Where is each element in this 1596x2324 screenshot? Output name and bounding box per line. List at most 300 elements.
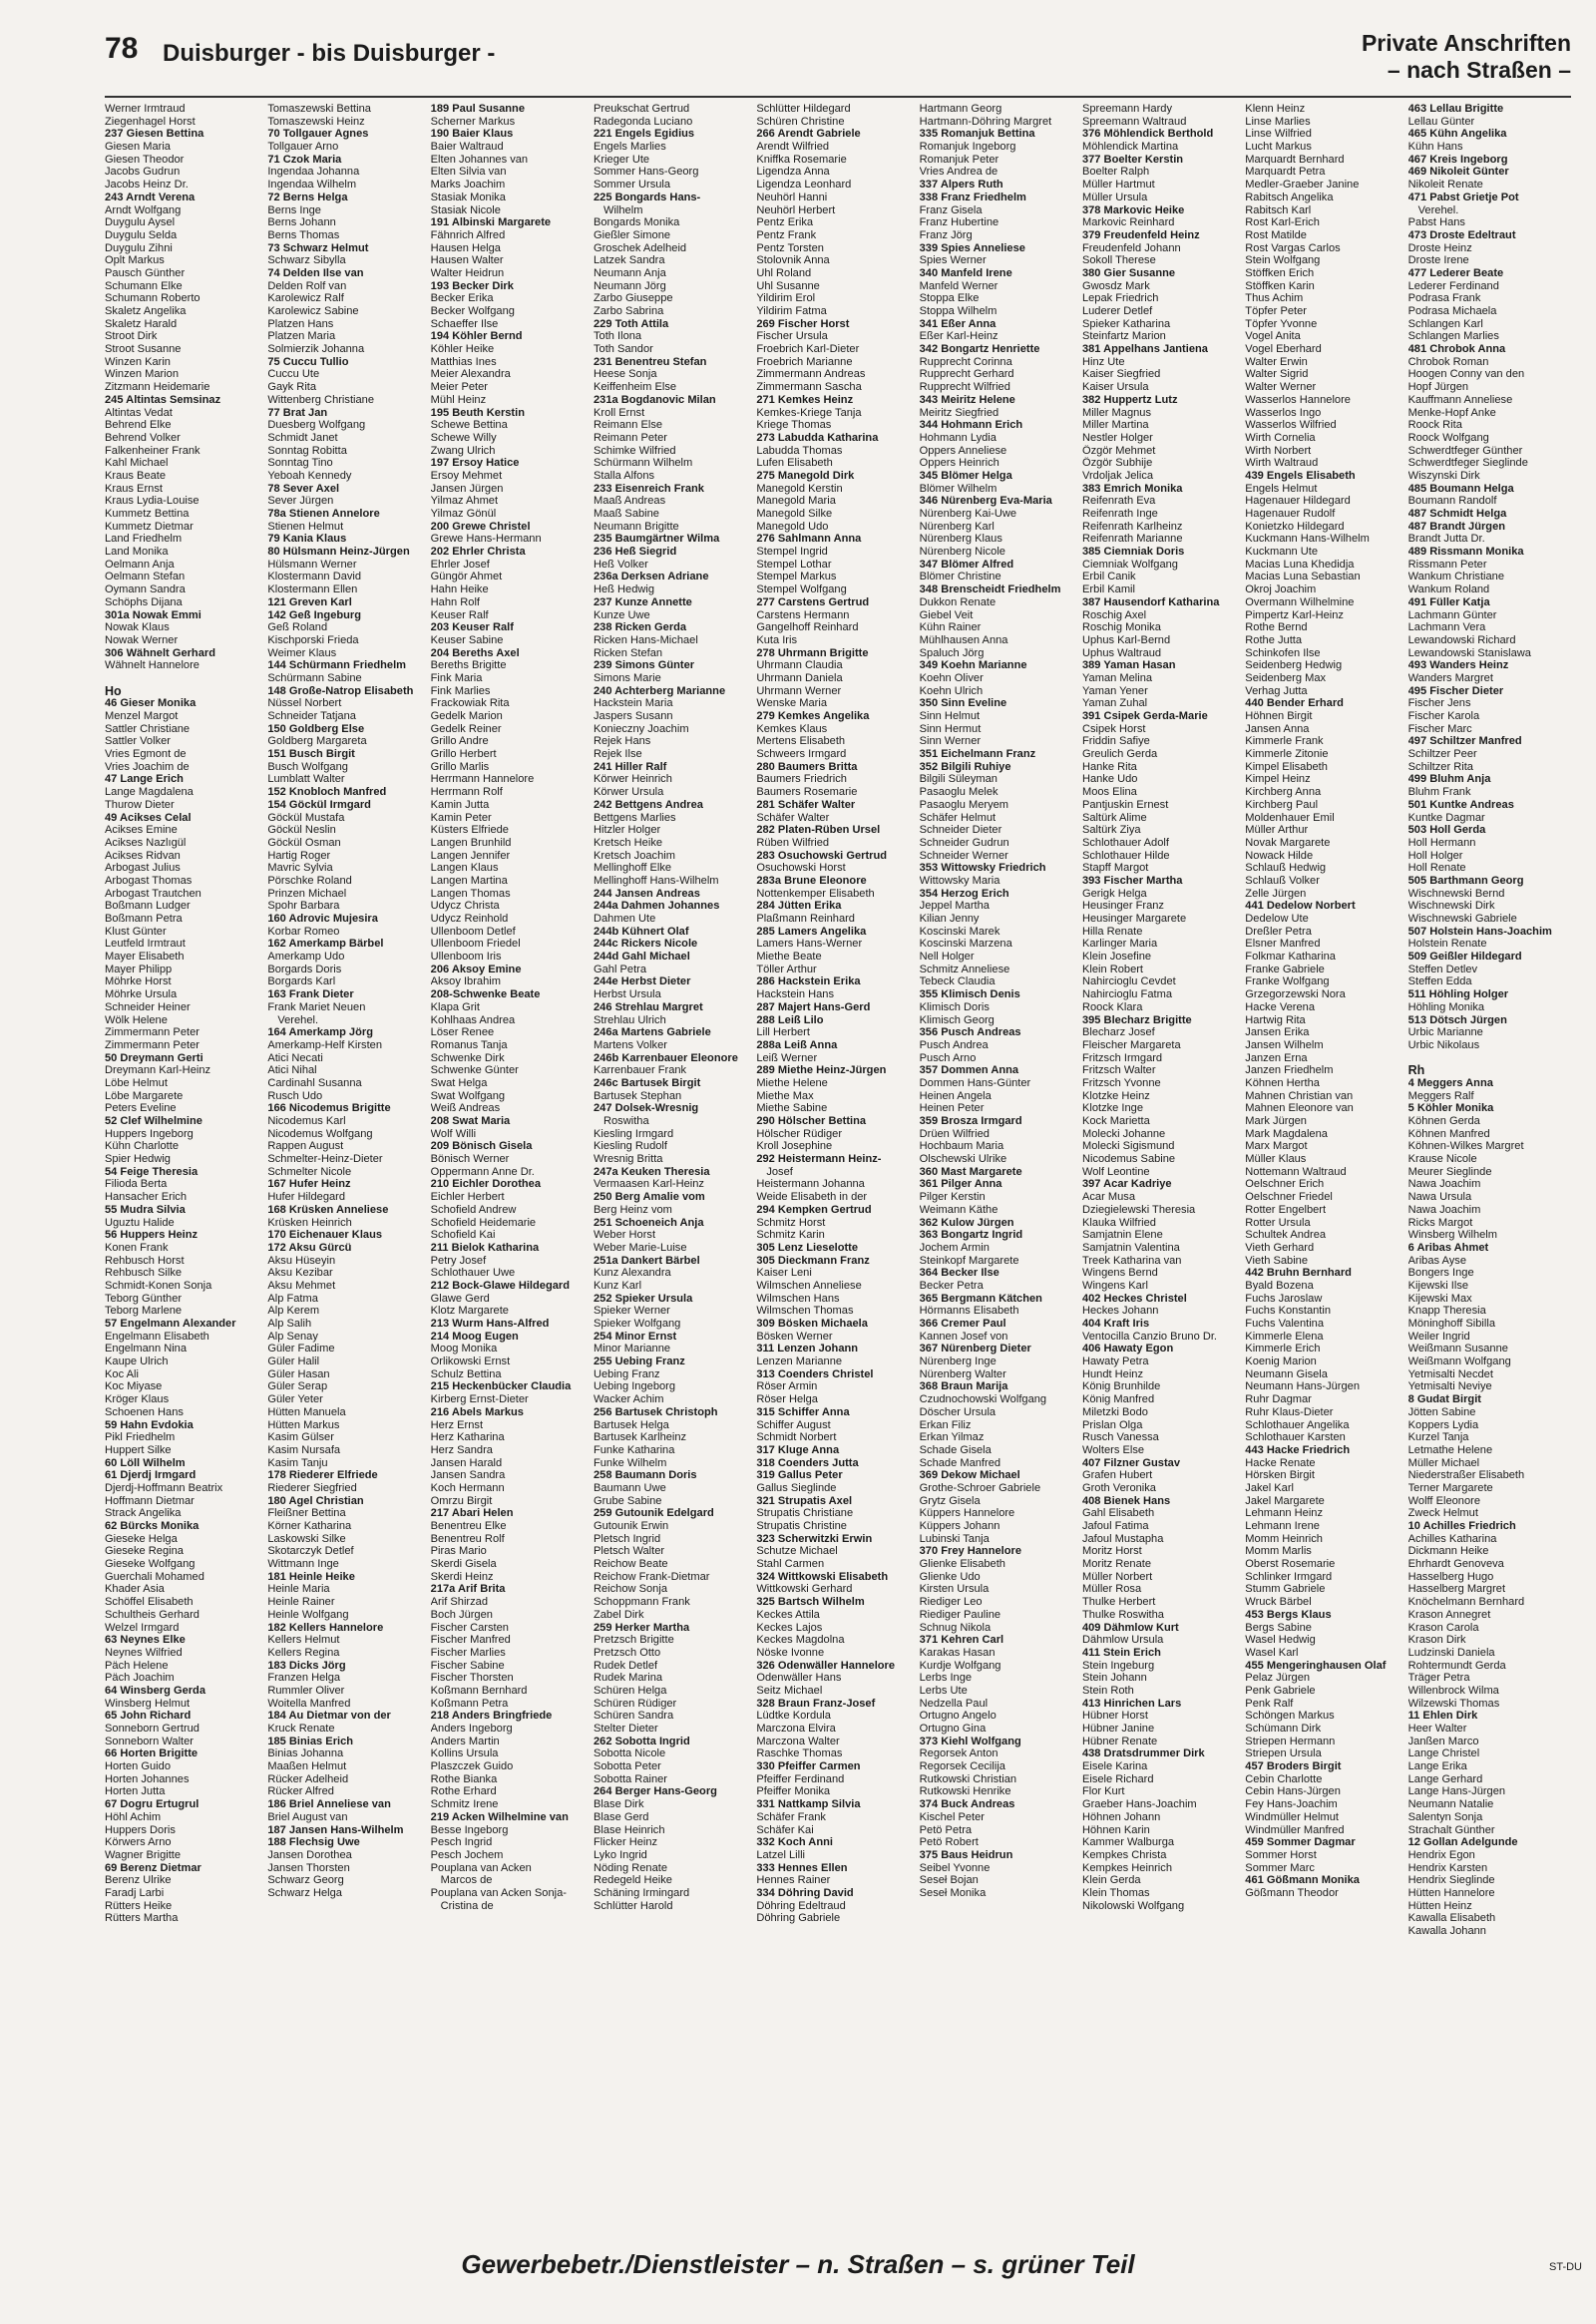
list-item: Becker Wolfgang	[430, 305, 515, 317]
list-item: Funke Wilhelm	[593, 1456, 667, 1469]
list-item: Töller Arthur	[756, 963, 817, 975]
list-item: Nowak Klaus	[105, 621, 170, 634]
list-item: Özgör Mehmet	[1081, 444, 1156, 457]
list-item: Fischer Karola	[1407, 710, 1480, 722]
list-item: Keuser Sabine	[430, 633, 504, 646]
list-item: Reifenrath Marianne	[1081, 533, 1183, 546]
list-item: Wischnewski Dirk	[1407, 900, 1495, 913]
list-item: Konietzko Hildegard	[1245, 520, 1345, 533]
list-item: Wirth Waltraud	[1245, 457, 1319, 470]
list-item: Medler-Graeber Janine	[1245, 179, 1360, 192]
list-item: Koscinski Marzena	[919, 938, 1012, 951]
list-item: Mayer Elisabeth	[105, 951, 185, 964]
list-item: Rutkowski Henrike	[919, 1785, 1011, 1798]
list-item: Nürenberg Kai-Uwe	[919, 508, 1017, 520]
list-item: Hartmann Georg	[919, 103, 1002, 115]
list-item: Verehel.	[1417, 203, 1459, 216]
list-item: Alp Kerem	[267, 1305, 320, 1318]
list-item: Skerdi Heinz	[430, 1570, 494, 1583]
list-item: 217a Arif Brita	[430, 1583, 506, 1596]
list-item: Höhnen Karin	[1081, 1823, 1150, 1836]
list-item: Schiffer August	[756, 1418, 831, 1431]
list-item: 271 Kemkes Heinz	[756, 393, 854, 406]
list-item: Wruck Bärbel	[1245, 1596, 1312, 1609]
list-item: Schinkofen Ilse	[1245, 646, 1321, 659]
list-item: 356 Pusch Andreas	[919, 1026, 1021, 1039]
list-item: Päch Helene	[105, 1659, 169, 1672]
list-item: Teborg Marlene	[105, 1305, 183, 1318]
list-item: Ligendza Anna	[756, 166, 830, 179]
list-item: Yetmisalti Necdet	[1407, 1367, 1493, 1380]
page-code: ST-DU	[1549, 2261, 1582, 2273]
list-item: Wankum Roland	[1407, 583, 1490, 596]
list-item: Spohr Barbara	[267, 900, 340, 913]
list-item: 238 Ricken Gerda	[593, 621, 687, 634]
list-item: Fuchs Konstantin	[1245, 1305, 1332, 1318]
list-item: Kirchberg Paul	[1245, 798, 1319, 811]
list-item: 493 Wanders Heinz	[1407, 659, 1509, 672]
list-item: Krason Annegret	[1407, 1608, 1491, 1621]
list-item: 54 Feige Theresia	[105, 1165, 199, 1178]
list-item: 345 Blömer Helga	[919, 469, 1012, 482]
list-item: Rütters Heike	[105, 1899, 173, 1912]
list-item: Rabitsch Karl	[1245, 203, 1312, 216]
list-item: Grzegorzewski Nora	[1245, 988, 1346, 1001]
list-item: 218 Anders Bringfriede	[430, 1710, 553, 1723]
list-item: Schofield Kai	[430, 1229, 496, 1242]
list-item: 321 Strupatis Axel	[756, 1494, 853, 1507]
list-item: 369 Dekow Michael	[919, 1469, 1020, 1482]
list-item: Stalla Alfons	[593, 469, 655, 482]
list-item: Seidenberg Max	[1245, 671, 1327, 684]
list-item: 461 Gößmann Monika	[1245, 1874, 1360, 1887]
list-item: Khader Asia	[105, 1583, 165, 1596]
list-item: 182 Kellers Hannelore	[267, 1621, 384, 1634]
list-item: Arndt Wolfgang	[105, 203, 182, 216]
list-item: Nürenberg Walter	[919, 1367, 1006, 1380]
list-item: 252 Spieker Ursula	[593, 1292, 693, 1305]
list-item: Klein Robert	[1081, 963, 1144, 975]
list-item: Koenig Marion	[1245, 1356, 1317, 1368]
list-item: Sonntag Tino	[267, 457, 333, 470]
list-item: Strupatis Christine	[756, 1520, 847, 1532]
list-item: Lepak Friedrich	[1081, 292, 1159, 305]
list-item: 282 Platen-Rüben Ursel	[756, 824, 881, 837]
list-item: Geß Roland	[267, 621, 328, 634]
list-item: 318 Coenders Jutta	[756, 1456, 859, 1469]
address-column	[1082, 103, 1245, 2247]
list-item: Laskowski Silke	[267, 1532, 346, 1545]
list-item: Schüren Rüdiger	[593, 1697, 677, 1710]
street-section-heading: Ho	[105, 684, 122, 698]
list-item: Koßmann Petra	[430, 1697, 509, 1710]
list-item: Blase Dirk	[593, 1798, 644, 1811]
list-item: Uguztu Halide	[105, 1216, 175, 1229]
list-item: 317 Kluge Anna	[756, 1443, 840, 1456]
list-item: 239 Simons Günter	[593, 659, 695, 672]
list-item: Wolters Else	[1081, 1443, 1145, 1456]
list-item: 364 Becker Ilse	[919, 1267, 999, 1280]
list-item: Giesen Maria	[105, 141, 171, 154]
list-item: Chrobok Roman	[1407, 355, 1489, 368]
list-item: Hütten Heinz	[1407, 1899, 1472, 1912]
list-item: Fischer Thorsten	[430, 1672, 514, 1685]
list-item: Grafen Hubert	[1081, 1469, 1153, 1482]
list-item: Langen Thomas	[430, 887, 511, 900]
list-item: Töpfer Peter	[1245, 305, 1307, 317]
list-item: Nöske Ivonne	[756, 1646, 825, 1659]
list-item: Kellers Helmut	[267, 1634, 340, 1647]
list-item: 495 Fischer Dieter	[1407, 684, 1504, 697]
list-item: Luderer Detlef	[1081, 305, 1153, 317]
list-item: 352 Bilgili Ruhiye	[919, 760, 1011, 773]
list-item: Heß Hedwig	[593, 583, 655, 596]
list-item: Klotz Margarete	[430, 1305, 509, 1318]
list-item: Schüren Sandra	[593, 1710, 674, 1723]
list-item: Walter Sigrid	[1245, 368, 1309, 381]
list-item: 344 Hohmann Erich	[919, 419, 1023, 432]
list-item: Rejek Hans	[593, 735, 651, 748]
list-item: 346 Nürenberg Eva-Maria	[919, 495, 1052, 508]
list-item: Rücker Adelheid	[267, 1772, 349, 1785]
list-item: Romanus Tanja	[430, 1038, 508, 1051]
list-item: Hartwig Rita	[1245, 1013, 1306, 1026]
list-item: 64 Winsberg Gerda	[105, 1684, 206, 1697]
list-item: 215 Heckenbücker Claudia	[430, 1380, 572, 1393]
list-item: Wiszynski Dirk	[1407, 469, 1480, 482]
list-item: Arbogast Trautchen	[105, 887, 201, 900]
list-item: Molecki Johanne	[1081, 1127, 1166, 1140]
list-item: 63 Neynes Elke	[105, 1634, 186, 1647]
list-item: Bongards Monika	[593, 216, 680, 229]
list-item: Manegold Udo	[756, 520, 829, 533]
list-item: Hennes Rainer	[756, 1874, 831, 1887]
list-item: Hübner Renate	[1081, 1735, 1158, 1747]
list-item: Schlothauer Adolf	[1081, 836, 1169, 849]
list-item: Willenbrock Wilma	[1407, 1684, 1499, 1697]
list-item: Meggers Ralf	[1407, 1089, 1474, 1102]
list-item: Sinn Hermut	[919, 722, 982, 735]
list-item: Schöngen Markus	[1245, 1710, 1335, 1723]
list-item: Sokoll Therese	[1081, 254, 1156, 267]
list-item: Herrmann Rolf	[430, 786, 503, 799]
list-item: 380 Gier Susanne	[1081, 266, 1176, 279]
list-item: Marquardt Petra	[1245, 166, 1326, 179]
list-item: Erbil Kamil	[1081, 583, 1135, 596]
list-item: Striepen Hermann	[1245, 1735, 1336, 1747]
list-item: Röser Armin	[756, 1380, 818, 1393]
list-item: 453 Bergs Klaus	[1245, 1608, 1332, 1621]
list-item: 219 Acken Wilhelmine van	[430, 1810, 569, 1823]
list-item: 244a Dahmen Johannes	[593, 900, 720, 913]
list-item: Udycz Reinhold	[430, 913, 509, 925]
list-item: 225 Bongards Hans-	[593, 191, 701, 203]
list-item: Grillo Marlis	[430, 760, 490, 773]
list-item: 457 Broders Birgit	[1245, 1760, 1342, 1773]
list-item: Lehmann Heinz	[1245, 1507, 1324, 1520]
list-item: Jansen Anna	[1245, 722, 1310, 735]
list-item: Terner Margarete	[1407, 1481, 1493, 1494]
list-item: Mavric Sylvia	[267, 862, 333, 875]
list-item: 77 Brat Jan	[267, 406, 328, 419]
list-item: Wittkowski Gerhard	[756, 1583, 853, 1596]
list-item: Körwer Ursula	[593, 786, 664, 799]
list-item: Döhring Edeltraud	[756, 1899, 846, 1912]
list-item: Konen Frank	[105, 1241, 169, 1254]
list-item: 49 Acikses Celal	[105, 811, 192, 824]
list-item: Wilhelm	[602, 203, 643, 216]
list-item: Schlangen Marlies	[1407, 330, 1499, 343]
list-item: Hütten Hannelore	[1407, 1886, 1495, 1899]
list-item: Grube Sabine	[593, 1494, 662, 1507]
list-item: Filioda Berta	[105, 1178, 168, 1191]
list-item: Winsberg Helmut	[105, 1697, 191, 1710]
list-item: Gwosdz Mark	[1081, 279, 1150, 292]
list-item: Novak Margarete	[1245, 836, 1331, 849]
list-item: 477 Lederer Beate	[1407, 266, 1504, 279]
list-item: Rost Vargas Carlos	[1245, 241, 1341, 254]
list-item: Kannen Josef von	[919, 1330, 1008, 1343]
list-item: 438 Dratsdrummer Dirk	[1081, 1747, 1205, 1760]
list-item: Lachmann Günter	[1407, 608, 1497, 621]
list-item: Gerigk Helga	[1081, 887, 1147, 900]
list-item: Hagenauer Hildegard	[1245, 495, 1351, 508]
list-item: Krieger Ute	[593, 153, 650, 166]
list-item: Letmathe Helene	[1407, 1443, 1493, 1456]
list-item: Yilmaz Ahmet	[430, 495, 499, 508]
list-item: Giesen Theodor	[105, 153, 185, 166]
list-item: 188 Flechsig Uwe	[267, 1836, 360, 1849]
list-item: 66 Horten Brigitte	[105, 1747, 199, 1760]
list-item: Eichler Herbert	[430, 1191, 505, 1204]
header-rule	[105, 96, 1571, 98]
list-item: 313 Coenders Christel	[756, 1367, 874, 1380]
list-item: Schlauß Volker	[1245, 874, 1320, 887]
list-item: 154 Göckül Irmgard	[267, 798, 371, 811]
list-item: Jakel Margarete	[1245, 1494, 1325, 1507]
list-item: Franzen Helga	[267, 1672, 341, 1685]
list-item: 47 Lange Erich	[105, 773, 184, 786]
list-item: Neumann Anja	[593, 266, 666, 279]
list-item: Glawe Gerd	[430, 1292, 490, 1305]
list-item: Okroj Joachim	[1245, 583, 1317, 596]
list-item: Pfeiffer Monika	[756, 1785, 831, 1798]
list-item: Eßer Karl-Heinz	[919, 330, 998, 343]
list-item: Löser Renee	[430, 1026, 495, 1039]
list-item: Sinn Werner	[919, 735, 982, 748]
list-item: Neumann Brigitte	[593, 520, 679, 533]
list-item: 407 Filzner Gustav	[1081, 1456, 1181, 1469]
list-item: Müller Rosa	[1081, 1583, 1142, 1596]
list-item: Holl Holger	[1407, 849, 1463, 862]
list-item: 244c Rickers Nicole	[593, 938, 698, 951]
list-item: Rost Matilde	[1245, 228, 1307, 241]
list-item: Rupprecht Corinna	[919, 355, 1012, 368]
list-item: Müller Arthur	[1245, 824, 1309, 837]
list-item: Zimmermann Peter	[105, 1038, 200, 1051]
list-item: Wölk Helene	[105, 1013, 168, 1026]
list-item: Sattler Christiane	[105, 722, 191, 735]
list-item: 170 Eichenauer Klaus	[267, 1229, 383, 1242]
list-item: Ehrhardt Genoveva	[1407, 1558, 1504, 1571]
list-item: Wilmschen Hans	[756, 1292, 840, 1305]
list-item: 383 Emrich Monika	[1081, 482, 1183, 495]
list-item: Platzen Hans	[267, 317, 334, 330]
list-item: Hackstein Maria	[593, 697, 673, 710]
list-item: Karolewicz Ralf	[267, 292, 344, 305]
list-item: Sobotta Peter	[593, 1760, 661, 1773]
list-item: Güler Serap	[267, 1380, 328, 1393]
list-item: Achilles Katharina	[1407, 1532, 1497, 1545]
list-item: 178 Riederer Elfriede	[267, 1469, 378, 1482]
list-item: Dedelow Ute	[1245, 913, 1309, 925]
list-item: 259 Gutounik Edelgard	[593, 1507, 714, 1520]
list-item: Stein Johann	[1081, 1672, 1147, 1685]
list-item: 193 Becker Dirk	[430, 279, 514, 292]
list-item: Czudnochowski Wolfgang	[919, 1393, 1047, 1406]
list-item: Neumann Gisela	[1245, 1367, 1328, 1380]
list-item: 55 Mudra Silvia	[105, 1203, 186, 1216]
list-item: Csipek Horst	[1081, 722, 1146, 735]
list-item: Kroll Josephine	[756, 1140, 833, 1153]
list-item: Hütten Manuela	[267, 1405, 346, 1418]
list-item: Nahircioglu Fatma	[1081, 988, 1172, 1001]
list-item: Walter Heidrun	[430, 266, 505, 279]
list-item: Lerbs Ute	[919, 1684, 968, 1697]
list-item: Kasim Gülser	[267, 1431, 334, 1444]
list-item: 217 Abari Helen	[430, 1507, 514, 1520]
list-item: Reimann Else	[593, 419, 663, 432]
list-item: Lehmann Irene	[1245, 1520, 1320, 1532]
list-item: 283 Osuchowski Gertrud	[756, 849, 888, 862]
list-item: Piras Mario	[430, 1545, 487, 1558]
list-item: Zabel Dirk	[593, 1608, 644, 1621]
list-item: Schümann Dirk	[1245, 1723, 1322, 1735]
list-item: Heinen Peter	[919, 1102, 985, 1115]
list-item: Heinen Angela	[919, 1089, 992, 1102]
list-item: Toth Ilona	[593, 330, 642, 343]
list-item: Acikses Ridvan	[105, 849, 181, 862]
list-item: Stöffken Erich	[1245, 266, 1315, 279]
list-item: Swat Helga	[430, 1076, 488, 1089]
list-item: Seseł Monika	[919, 1886, 987, 1899]
list-item: Peters Eveline	[105, 1102, 177, 1115]
list-item: 62 Bürcks Monika	[105, 1520, 200, 1532]
list-item: Pusch Arno	[919, 1051, 977, 1064]
list-item: 389 Yaman Hasan	[1081, 659, 1176, 672]
list-item: Riediger Leo	[919, 1596, 983, 1609]
list-item: 279 Kemkes Angelika	[756, 710, 870, 722]
list-item: Spies Werner	[919, 254, 987, 267]
list-item: 381 Appelhans Jantiena	[1081, 343, 1208, 356]
list-item: Marczona Elvira	[756, 1723, 836, 1735]
list-item: Wilzewski Thomas	[1407, 1697, 1500, 1710]
list-item: Droste Heinz	[1407, 241, 1472, 254]
list-item: Kammer Walburga	[1081, 1836, 1175, 1849]
list-item: Kempkes Heinrich	[1081, 1861, 1172, 1874]
list-item: Rehbusch Silke	[105, 1267, 183, 1280]
list-item: Yaman Zuhal	[1081, 697, 1148, 710]
list-item: Minor Marianne	[593, 1343, 671, 1356]
list-item: 151 Busch Birgit	[267, 748, 355, 761]
list-item: Froebrich Marianne	[756, 355, 853, 368]
list-item: Schultheis Gerhard	[105, 1608, 200, 1621]
list-item: Penk Ralf	[1245, 1697, 1294, 1710]
list-item: Hacke Verena	[1245, 1000, 1315, 1013]
list-item: Hartig Roger	[267, 849, 331, 862]
list-item: Berns Inge	[267, 203, 321, 216]
list-item: 382 Huppertz Lutz	[1081, 393, 1178, 406]
list-item: 237 Giesen Bettina	[105, 128, 204, 141]
list-item: Nicodemus Wolfgang	[267, 1127, 373, 1140]
list-item: Mahnen Eleonore van	[1245, 1102, 1354, 1115]
list-item: Podrasa Frank	[1407, 292, 1481, 305]
list-item: 247 Dolsek-Wresnig	[593, 1102, 699, 1115]
list-item: Strehlau Ulrich	[593, 1013, 666, 1026]
list-item: Hanke Udo	[1081, 773, 1138, 786]
list-item: Schlauß Hedwig	[1245, 862, 1327, 875]
list-item: Weißmann Wolfgang	[1407, 1356, 1511, 1368]
list-item: Nikoleit Renate	[1407, 179, 1483, 192]
list-item: Hausen Helga	[430, 241, 501, 254]
list-item: Ventocilla Canzio Bruno Dr.	[1081, 1330, 1218, 1343]
list-item: Hahn Rolf	[430, 595, 480, 608]
list-item: Koehn Oliver	[919, 671, 984, 684]
list-item: 459 Sommer Dagmar	[1245, 1836, 1356, 1849]
list-item: 190 Baier Klaus	[430, 128, 514, 141]
list-item: Nahircioglu Cevdet	[1081, 975, 1176, 988]
list-item: Mellinghoff Elke	[593, 862, 672, 875]
list-item: Gößmann Theodor	[1245, 1886, 1339, 1899]
list-item: Herrmann Hannelore	[430, 773, 535, 786]
list-item: Kriege Thomas	[756, 419, 832, 432]
list-item: Blömer Christine	[919, 571, 1001, 583]
list-item: Udycz Christa	[430, 900, 500, 913]
list-item: Wilmschen Thomas	[756, 1305, 854, 1318]
list-item: Mahnen Christian van	[1245, 1089, 1354, 1102]
list-item: Engels Helmut	[1245, 482, 1318, 495]
list-item: 168 Krüsken Anneliese	[267, 1203, 389, 1216]
list-item: Wirth Norbert	[1245, 444, 1312, 457]
list-item: Thulke Roswitha	[1081, 1608, 1164, 1621]
list-item: Ricken Hans-Michael	[593, 633, 698, 646]
list-item: Groschek Adelheid	[593, 241, 687, 254]
list-item: 330 Pfeiffer Carmen	[756, 1760, 861, 1773]
list-item: Keckes Attila	[756, 1608, 820, 1621]
list-item: 121 Greven Karl	[267, 595, 352, 608]
list-item: Töpfer Yvonne	[1245, 317, 1318, 330]
list-item: Langen Klaus	[430, 862, 499, 875]
list-item: Keuser Ralf	[430, 608, 489, 621]
list-item: Uhrmann Daniela	[756, 671, 843, 684]
list-item: Schumann Elke	[105, 279, 183, 292]
list-item: Özgör Subhije	[1081, 457, 1153, 470]
list-item: Stempel Lothar	[756, 558, 832, 571]
list-item: 393 Fischer Martha	[1081, 874, 1183, 887]
list-item: 489 Rissmann Monika	[1407, 546, 1524, 559]
list-item: Nedzella Paul	[919, 1697, 989, 1710]
page-header	[105, 30, 1571, 98]
list-item: Nowack Hilde	[1245, 849, 1314, 862]
list-item: Knapp Theresia	[1407, 1305, 1486, 1318]
address-column	[1408, 103, 1571, 2247]
list-item: Lange Erika	[1407, 1760, 1467, 1773]
list-item: 254 Minor Ernst	[593, 1330, 677, 1343]
list-item: Krüsken Heinrich	[267, 1216, 352, 1229]
list-item: Marczona Walter	[756, 1735, 840, 1747]
list-item: 59 Hahn Evdokia	[105, 1418, 194, 1431]
list-item: Koehn Ulrich	[919, 684, 984, 697]
